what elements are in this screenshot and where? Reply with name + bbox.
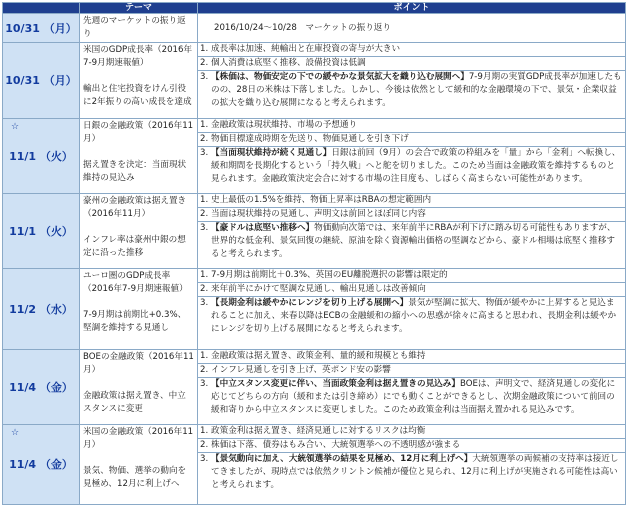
date: 11/1 (9, 149, 37, 163)
point-text: 来年前半にかけて堅調な見通し、輸出見通しは改善傾向 (211, 284, 426, 294)
point-cell (198, 119, 626, 194)
point-item (198, 222, 625, 261)
point-text: 7-9月期の実質GDP成長率が加速したものの、28日の米株は下落しました。しかし、今後は依然として緩和的な金融環境の下で、景気・企業収益の拡大を織り込む展開になると考えられます。 (211, 72, 622, 108)
theme-note: 景気、物価、選挙の動向を見極め、12月に利上げへ (83, 466, 187, 489)
point-number: 3. (200, 148, 209, 158)
point-heading: 【株価は、物価安定の下での緩やかな景気拡大を織り込む展開へ】 (211, 72, 469, 82)
point-heading: 【中立スタンス変更に伴い、当面政策金利は据え置きの見込み】 (211, 379, 460, 389)
weekday: （金） (39, 458, 73, 471)
theme-title: 米国の金融政策（2016年11月） (83, 427, 194, 450)
point-item (198, 425, 625, 439)
weekday: （月） (43, 21, 77, 35)
point-number: 3. (200, 298, 209, 308)
point-number: 3. (200, 72, 209, 82)
theme-title: 日銀の金融政策（2016年11月） (83, 121, 194, 144)
point-heading: 【当面現状維持が続く見通し】 (211, 148, 332, 158)
point-cell (198, 14, 626, 43)
point-item (198, 43, 625, 57)
header-point: ポイント (198, 3, 626, 14)
point-text: 成長率は加速、純輸出と在庫投資の寄与が大きい (211, 44, 401, 54)
point-item (198, 147, 625, 186)
theme-cell (80, 14, 198, 43)
point-item (198, 119, 625, 133)
point-number: 3. (200, 454, 209, 464)
point-number: 2. (200, 58, 209, 68)
point-item (198, 57, 625, 71)
point-text: 株価は下落、債券はもみ合い、大統領選挙への不透明感が強まる (211, 440, 461, 450)
point-text: BOEは、声明文で、経済見通しの変化に応じてどちらの方向（緩和または引き締め）にでも動くことができるとし、次期金融政策について前回の緩和寄りから中立スタンスに変更しました。このため政策金利は当面据え置かれる見込みです。 (211, 379, 616, 415)
point-item (198, 364, 625, 378)
point-text: 2016/10/24～10/28 マーケットの振り返り (214, 22, 391, 33)
theme-title: BOEの金融政策（2016年11月） (83, 352, 194, 375)
point-heading: 【豪ドルは底堅い推移へ】 (211, 223, 315, 233)
theme-note: 据え置きを決定：当面現状維持の見込み (83, 160, 187, 183)
point-number: 1. (200, 426, 209, 436)
point-number: 1. (200, 44, 209, 54)
date-cell (3, 14, 80, 43)
point-cell (198, 425, 626, 505)
point-number: 2. (200, 284, 209, 294)
point-item (198, 439, 625, 453)
point-item (198, 378, 625, 417)
theme-title: 豪州の金融政策は据え置き（2016年11月） (83, 196, 187, 219)
date: 11/4 (9, 380, 37, 394)
table-row (3, 425, 626, 505)
date-cell (3, 119, 80, 194)
weekday: （火） (39, 224, 73, 238)
theme-note: インフレ率は豪州中銀の想定に沿った推移 (83, 235, 186, 258)
point-text: 政策金利は据え置き、経済見通しに対するリスクは均衡 (211, 426, 426, 436)
point-text: インフレ見通しを引き上げ、英ポンド安の影響 (211, 365, 391, 375)
date: 10/31 (5, 21, 40, 35)
table-row (3, 43, 626, 119)
theme-cell (80, 350, 198, 425)
point-text: 個人消費は底堅く推移、設備投資は低調 (211, 58, 366, 68)
point-text: 金融政策は据え置き、政策金利、量的緩和規模とも維持 (211, 351, 426, 361)
point-text: 日銀は前回（9月）の会合で政策の枠組みを「量」から「金利」へ転換し、緩和期間を長期化するという「持久戦」へと舵を切りました。このため当面は金融政策を維持するものと見られます。金融政策決定会合に対する市場の注目度も、しばらく高まらない可能性があります。 (211, 148, 621, 184)
point-number: 2. (200, 440, 209, 450)
theme-note: 7-9月期は前期比+0.3%、堅調を維持する見通し (83, 310, 187, 333)
date-cell (3, 269, 80, 350)
date-cell (3, 425, 80, 505)
weekday: （火） (39, 149, 73, 163)
point-text: 7-9月期は前期比＋0.3%、英国のEU離脱選択の影響は限定的 (211, 270, 448, 280)
theme-cell (80, 425, 198, 505)
schedule-table (2, 2, 626, 505)
weekday: （金） (39, 380, 73, 394)
table-row (3, 350, 626, 425)
point-heading: 【景気動向に加え、大統領選挙の結果を見極め、12月に利上げへ】 (211, 454, 473, 464)
point-item (198, 297, 625, 336)
point-number: 1. (200, 351, 209, 361)
date: 11/1 (9, 224, 37, 238)
point-number: 2. (200, 134, 209, 144)
point-item (198, 350, 625, 364)
date: 11/2 (9, 302, 37, 316)
header-date (3, 3, 80, 14)
date-cell (3, 350, 80, 425)
point-number: 2. (200, 365, 209, 375)
theme-title: 先週のマーケットの振り返り (83, 16, 186, 39)
point-text: 物価動向次第では、来年前半にRBAが利下げに踏み切る可能性もありますが、世界的な低金利、景気回復の継続、原油を除く資源輸出価格の堅調などから、豪ドル相場は底堅く推移すると考えられます。 (211, 223, 616, 259)
point-item (198, 453, 625, 492)
point-item (198, 283, 625, 297)
point-item (198, 194, 625, 208)
theme-cell (80, 194, 198, 269)
theme-note: 金融政策は据え置き、中立スタンスに変更 (83, 391, 186, 414)
point-text: 景気が堅調に拡大、物価が緩やかに上昇すると見込まれることに加え、来春以降はECBの金融緩和の縮小への思惑が徐々に高まると思われ、長期金利は緩やかにレンジを切り上げる展開になると考えられます。 (211, 298, 617, 334)
point-text: 史上最低の1.5%を維持、物価上昇率はRBAの想定範囲内 (211, 195, 432, 205)
point-heading: 【長期金利は緩やかにレンジを切り上げる展開へ】 (211, 298, 409, 308)
table-row (3, 269, 626, 350)
theme-title: ユーロ圏のGDP成長率（2016年7-9月期速報値） (83, 271, 188, 294)
point-item (198, 133, 625, 147)
star-icon: ☆ (11, 122, 20, 132)
star-icon: ☆ (11, 428, 20, 438)
date: 10/31 (5, 74, 40, 87)
point-number: 1. (200, 270, 209, 280)
point-cell (198, 269, 626, 350)
point-text: 物価目標達成時期を先送り、物価見通しを引き下げ (211, 134, 409, 144)
theme-title: 米国のGDP成長率（2016年7-9月期速報値） (83, 45, 193, 68)
point-text: 当面は現状維持の見通し、声明文は前回とほぼ同じ内容 (211, 209, 426, 219)
theme-cell (80, 43, 198, 119)
point-cell (198, 43, 626, 119)
point-item (198, 269, 625, 283)
point-text: 金融政策は現状維持、市場の予想通り (211, 120, 358, 130)
point-number: 3. (200, 223, 209, 233)
date-cell (3, 194, 80, 269)
header-theme: テーマ (80, 3, 198, 14)
point-number: 3. (200, 379, 209, 389)
table-row (3, 119, 626, 194)
point-item (198, 71, 625, 110)
point-cell (198, 194, 626, 269)
date: 11/4 (9, 458, 37, 471)
table-row (3, 194, 626, 269)
point-text: 大統領選挙の両候補の支持率は接近してきましたが、現時点では依然クリントン候補が優位と見られ、12月に利上げが実施される可能性は高いと考えられます。 (211, 454, 619, 490)
theme-cell (80, 269, 198, 350)
point-number: 2. (200, 209, 209, 219)
table-row (3, 14, 626, 43)
point-item (198, 208, 625, 222)
table-header-row (3, 3, 626, 14)
theme-cell (80, 119, 198, 194)
point-cell (198, 350, 626, 425)
date-cell (3, 43, 80, 119)
point-number: 1. (200, 120, 209, 130)
theme-note: 輸出と住宅投資をけん引役に2年振りの高い成長を達成 (83, 84, 192, 107)
point-number: 1. (200, 195, 209, 205)
weekday: （月） (43, 74, 77, 87)
weekday: （水） (39, 302, 73, 316)
